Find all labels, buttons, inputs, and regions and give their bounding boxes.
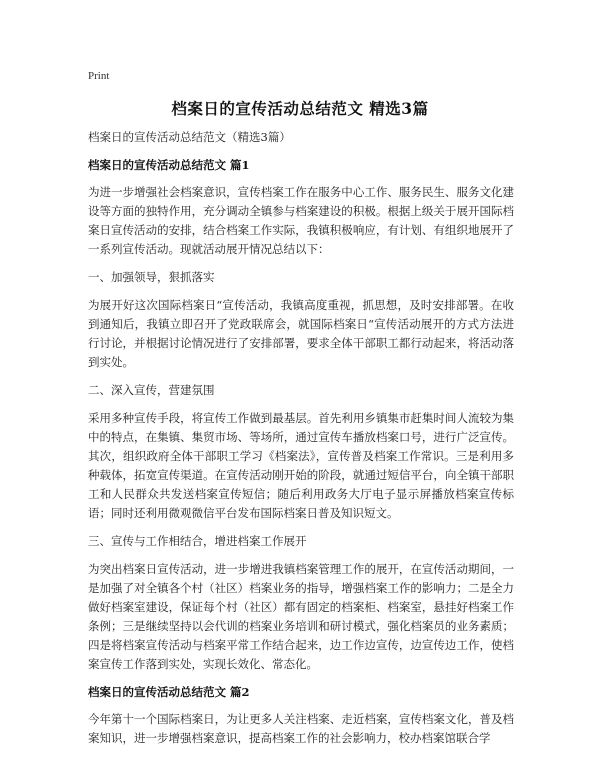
- page-title: 档案日的宣传活动总结范文 精选3篇: [171, 99, 429, 118]
- article-1-heading: 档案日的宣传活动总结范文 篇1: [88, 158, 250, 172]
- article-1-section-1-heading: 一、加强领导，狠抓落实: [88, 270, 215, 284]
- document-subtitle: 档案日的宣传活动总结范文（精选3篇）: [88, 130, 291, 144]
- document-body: [88, 128, 514, 757]
- article-1-section-2-heading: 二、深入宣传，营建氛围: [88, 383, 215, 397]
- article-1-intro: 为进一步增强社会档案意识，宣传档案工作在服务中心工作、服务民生、服务文化建设等方面的独特作用，充分调动全镇参与档案建设的积极。根据上级关于展开国际档案日宣传活动的安排，结合档案工作实际，我镇积极响应，有计划、有组织地展开了一系列宣传活动。现就活动展开情况总结以下：: [88, 185, 514, 256]
- article-2-heading: 档案日的宣传活动总结范文 篇2: [88, 685, 250, 699]
- article-1-section-3-text: 为突出档案日宣传活动，进一步增进我镇档案管理工作的展开，在宣传活动期间，一是加强了对全镇各个村（社区）档案业务的指导，增强档案工作的影响力；二是全力做好档案室建设，保证每个村（社区）都有固定的档案柜、档案室，悬挂好档案工作条例；三是继续坚持以会代训的档案业务培训和研讨模式，强化档案员的业务素质；四是将档案宣传活动与档案平常工作结合起来，边工作边宣传，边宣传边工作，使档案宣传工作落到实处，实现长效化、常态化。: [88, 562, 514, 671]
- article-1-section-3-heading: 三、宣传与工作相结合，增进档案工作展开: [88, 534, 307, 548]
- article-1-section-2-text: 采用多种宣传手段，将宣传工作做到最基层。首先利用乡镇集市赶集时间人流较为集中的特点，在集镇、集贸市场、等场所，通过宣传车播放档案口号，进行广泛宣传。其次，组织政府全体干部职工学习《档案法》，宣传普及档案工作常识。三是利用多种载体，拓宽宣传渠道。在宣传活动刚开始的阶段，就通过短信平台，向全镇干部职工和人民群众共发送档案宣传短信；随后利用政务大厅电子显示屏播放档案宣传标语；同时还利用微观微信平台发布国际档案日普及知识短文。: [88, 411, 514, 520]
- print-link[interactable]: Print: [88, 70, 110, 82]
- article-1-section-1-text: 为展开好这次国际档案日“宣传活动，我镇高度重视，抓思想，及时安排部署。在收到通知后，我镇立即召开了党政联席会，就国际档案日“宣传活动展开的方式方法进行讨论，并根据讨论情况进行了安排部署，要求全体干部职工都行动起来，将活动落到实处。: [88, 298, 514, 369]
- article-2-intro: 今年第十一个国际档案日，为让更多人关注档案、走近档案，宣传档案文化，普及档案知识，进一步增强档案意识，提高档案工作的社会影响力，校办档案馆联合学: [88, 712, 514, 745]
